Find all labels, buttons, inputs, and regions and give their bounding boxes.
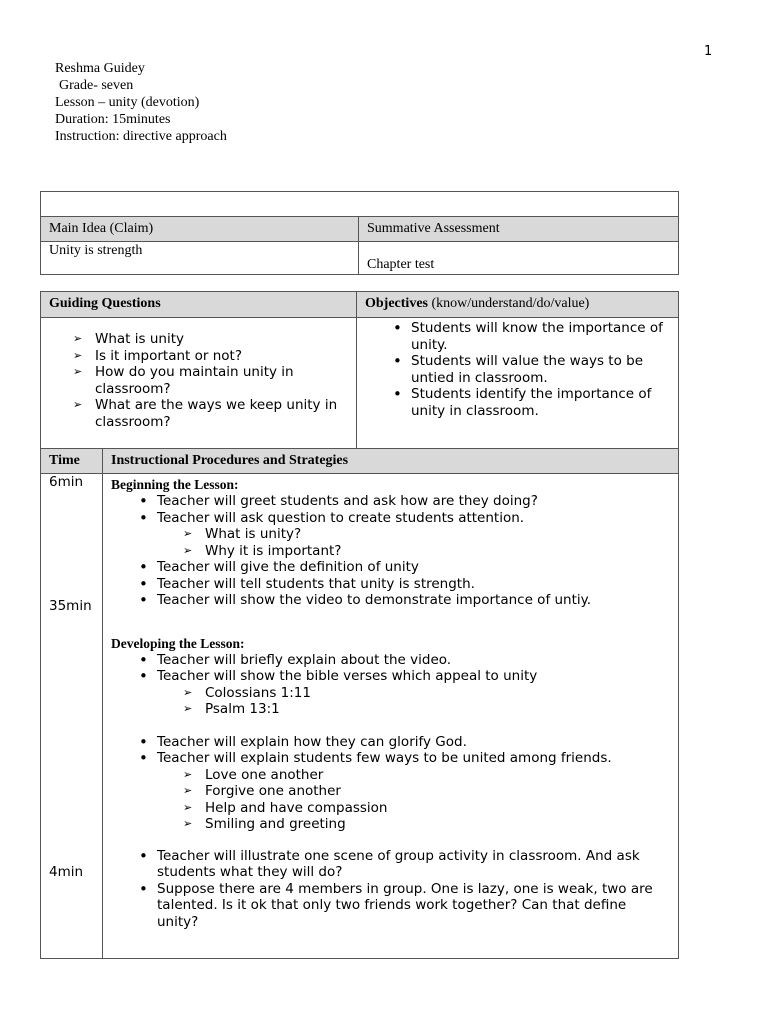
developing-list-end	[133, 848, 670, 931]
summative-value: Chapter test	[359, 242, 679, 275]
list-item: • Teacher will illustrate one scene of group activity in classroom. And ask students what they will do?	[133, 848, 670, 881]
procedures-table	[40, 448, 679, 959]
objectives-list	[387, 320, 670, 419]
list-item: ➢ Is it important or not?	[71, 348, 348, 365]
beginning-title: Beginning the Lesson:	[111, 477, 239, 492]
guiding-questions-header: Guiding Questions	[41, 292, 357, 318]
instruction: Instruction: directive approach	[55, 129, 227, 144]
objectives-header	[357, 292, 679, 318]
list-item: • Students will value the ways to be untied in classroom.	[387, 353, 670, 386]
unity-ways-list	[181, 767, 670, 833]
time-value: 4min	[49, 864, 84, 880]
beginning-list-cont	[133, 559, 670, 609]
summative-header: Summative Assessment	[359, 217, 679, 242]
guiding-questions-list	[71, 331, 348, 430]
list-item: • Teacher will explain how they can glorify God.	[133, 734, 670, 751]
objectives-header-rest: (know/understand/do/value)	[427, 296, 590, 311]
list-item: ➢ How do you maintain unity in classroom?	[71, 364, 348, 397]
list-item: ➢ What are the ways we keep unity in classroom?	[71, 397, 348, 430]
time-value: 35min	[49, 598, 92, 614]
time-value: 6min	[49, 474, 84, 490]
developing-list	[133, 652, 670, 685]
procedures-cell	[103, 474, 679, 959]
list-item: • Teacher will briefly explain about the video.	[133, 652, 670, 669]
teacher-name: Reshma Guidey	[55, 61, 145, 76]
bible-verses-list	[181, 685, 670, 718]
list-item: • Suppose there are 4 members in group. One is lazy, one is weak, two are talented. Is it ok that only two friends work together? Can that define unity?	[133, 881, 670, 931]
list-item: ➢ Forgive one another	[181, 783, 670, 800]
list-item: ➢ Smiling and greeting	[181, 816, 670, 833]
list-item: ➢ Love one another	[181, 767, 670, 784]
page-number: 1	[704, 44, 713, 59]
list-item: ➢ Psalm 13:1	[181, 701, 670, 718]
list-item: ➢ What is unity	[71, 331, 348, 348]
main-idea-value: Unity is strength	[41, 242, 359, 275]
questions-objectives-table	[40, 291, 679, 450]
list-item: • Teacher will show the video to demonstrate importance of untiy.	[133, 592, 670, 609]
beginning-list	[133, 493, 670, 526]
list-item: • Teacher will show the bible verses which appeal to unity	[133, 668, 670, 685]
list-item: • Students identify the importance of unity in classroom.	[387, 386, 670, 419]
list-item: • Teacher will give the definition of unity	[133, 559, 670, 576]
duration: Duration: 15minutes	[55, 112, 171, 127]
list-item: ➢ Why it is important?	[181, 543, 670, 560]
time-column	[41, 474, 103, 959]
list-item: • Teacher will ask question to create students attention.	[133, 510, 670, 527]
list-item: ➢ What is unity?	[181, 526, 670, 543]
list-item: ➢ Colossians 1:11	[181, 685, 670, 702]
main-idea-header: Main Idea (Claim)	[41, 217, 359, 242]
procedures-header: Instructional Procedures and Strategies	[103, 449, 679, 474]
list-item: • Students will know the importance of unity.	[387, 320, 670, 353]
lesson-header	[55, 60, 227, 145]
objectives-header-bold: Objectives	[365, 296, 428, 311]
beginning-sublist	[181, 526, 670, 559]
lesson: Lesson – unity (devotion)	[55, 95, 200, 110]
developing-title: Developing the Lesson:	[111, 635, 245, 651]
main-idea-table	[40, 191, 679, 275]
list-item: • Teacher will explain students few ways to be united among friends.	[133, 750, 670, 767]
list-item: • Teacher will greet students and ask how are they doing?	[133, 493, 670, 510]
guiding-questions-cell	[41, 318, 357, 450]
list-item: ➢ Help and have compassion	[181, 800, 670, 817]
blank-row	[41, 192, 679, 217]
objectives-cell	[357, 318, 679, 450]
developing-list-cont	[133, 734, 670, 767]
grade: Grade- seven	[59, 78, 134, 93]
list-item: • Teacher will tell students that unity is strength.	[133, 576, 670, 593]
time-header: Time	[41, 449, 103, 474]
